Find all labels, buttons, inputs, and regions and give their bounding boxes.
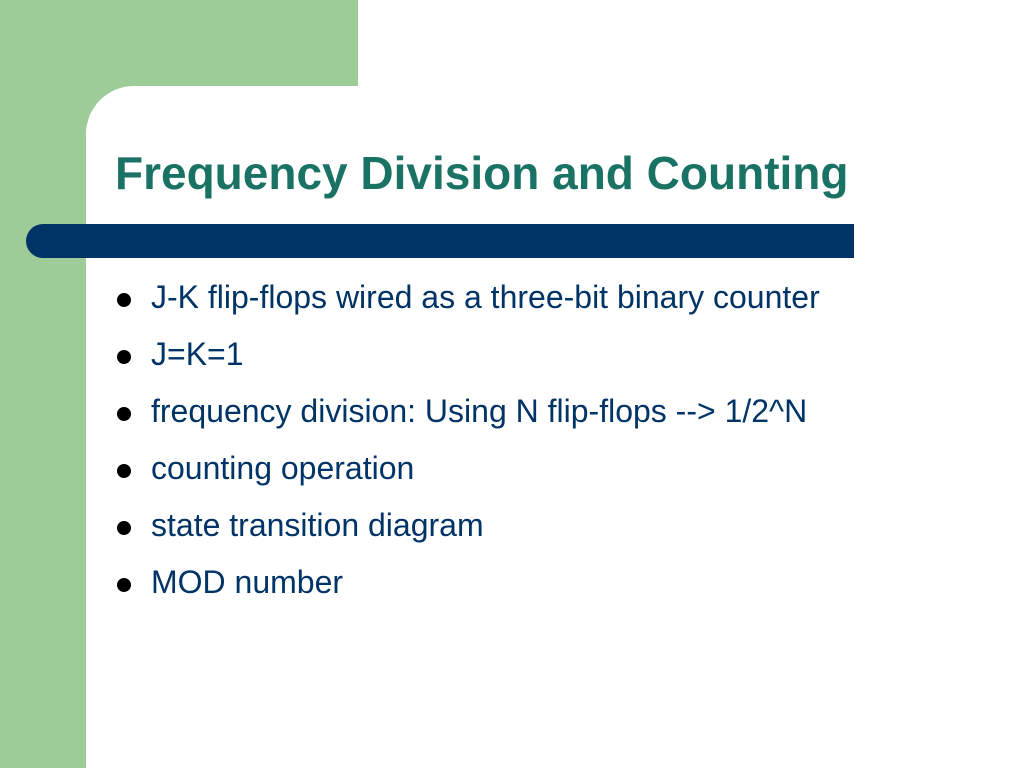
list-item [115, 390, 820, 447]
list-item [115, 276, 820, 333]
bullet-list [115, 276, 820, 618]
bullet-dot-icon [117, 293, 131, 307]
bullet-text: J-K flip-flops wired as a three-bit binary counter [151, 279, 820, 315]
list-item [115, 504, 820, 561]
slide-title: Frequency Division and Counting [115, 147, 849, 199]
bullet-dot-icon [117, 350, 131, 364]
bullet-text: MOD number [151, 564, 344, 600]
bullet-dot-icon [117, 464, 131, 478]
list-item [115, 333, 820, 390]
title-underline-bar [26, 224, 854, 258]
bullet-dot-icon [117, 521, 131, 535]
bullet-text: counting operation [151, 450, 415, 486]
bullet-dot-icon [117, 578, 131, 592]
bullet-text: state transition diagram [151, 507, 484, 543]
bullet-dot-icon [117, 407, 131, 421]
bullet-text: J=K=1 [151, 336, 244, 372]
list-item [115, 561, 820, 618]
bullet-text: frequency division: Using N flip-flops --> 1/2^N [151, 393, 808, 429]
list-item [115, 447, 820, 504]
